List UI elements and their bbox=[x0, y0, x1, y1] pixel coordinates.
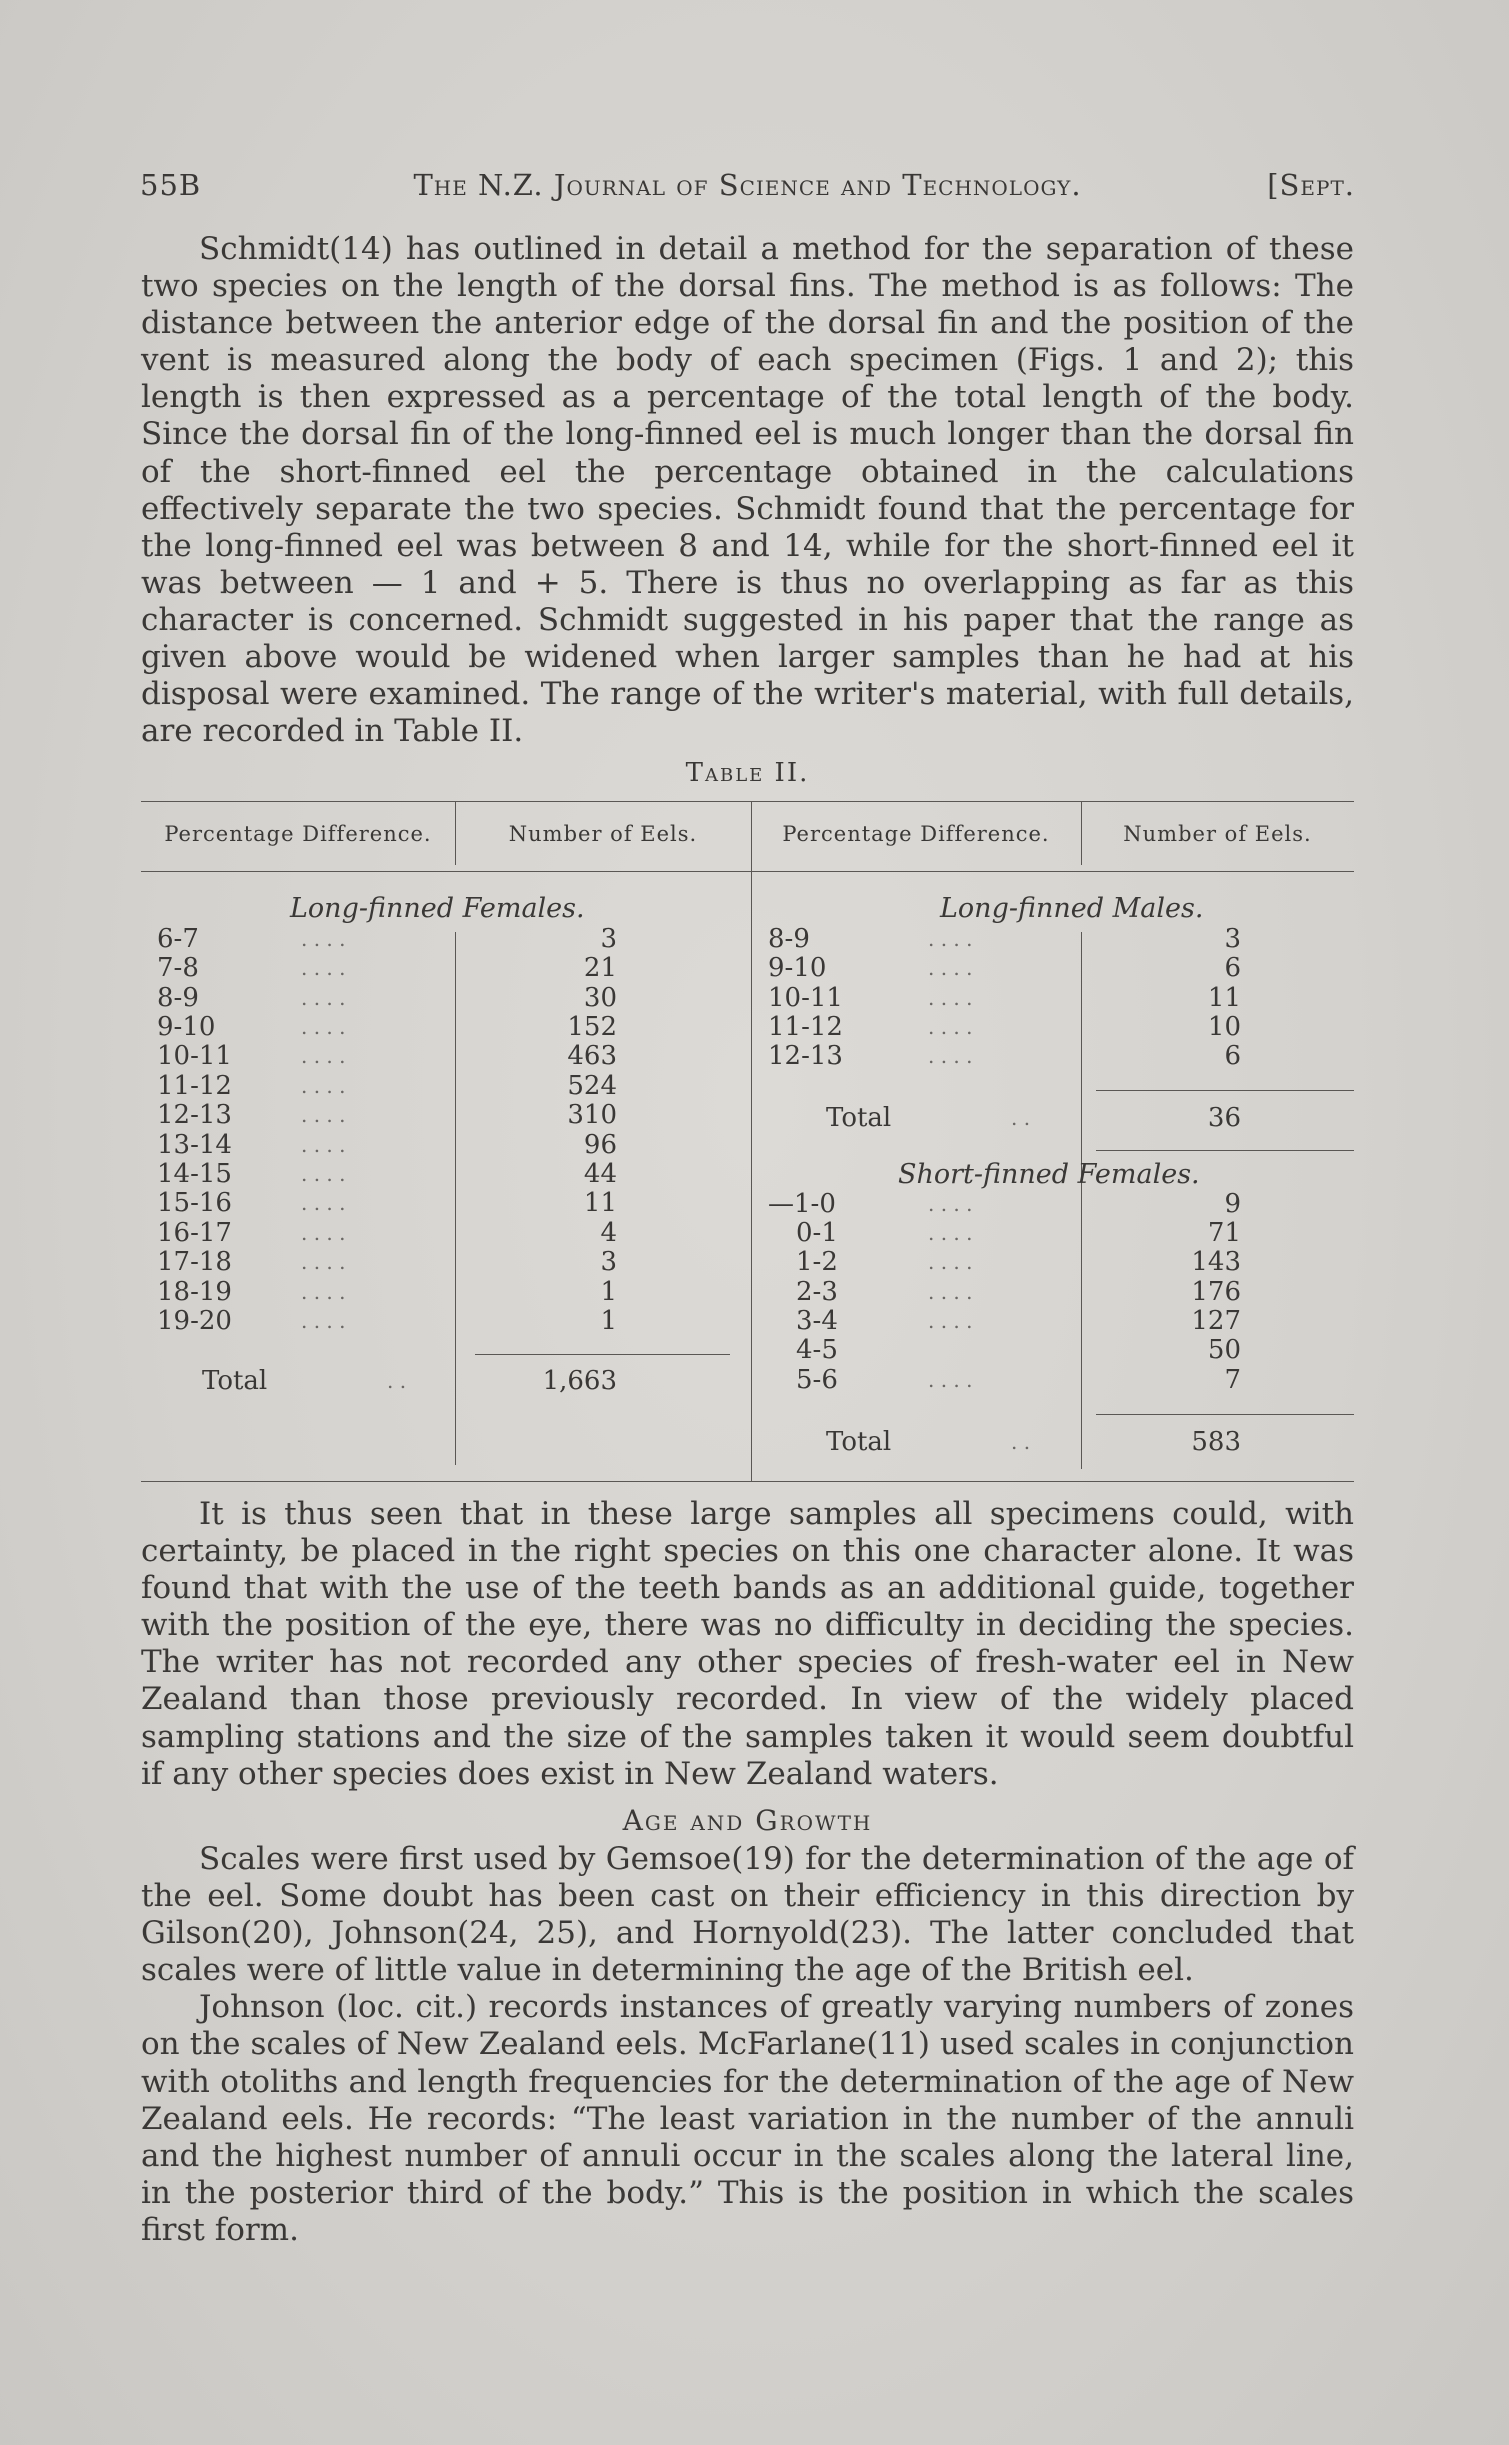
header-left-number: Number of Eels. bbox=[508, 822, 698, 846]
header-right-percentage: Percentage Difference. bbox=[782, 822, 1050, 846]
table-row: 10-11 . . . . 463 bbox=[157, 1041, 617, 1071]
table-row: 16-17 . . . . 4 bbox=[157, 1218, 617, 1248]
table-row: 6-7 . . . . 3 bbox=[157, 924, 617, 954]
table-row: 15-16 . . . . 11 bbox=[157, 1188, 617, 1218]
table-row: 11-12 . . . . 524 bbox=[157, 1071, 617, 1101]
table-row: 7-8 . . . . 21 bbox=[157, 953, 617, 983]
table-row: 5-6 . . . . 7 bbox=[796, 1365, 1241, 1395]
table-row: 14-15 . . . . 44 bbox=[157, 1159, 617, 1189]
subhead-long-finned-males: Long-finned Males. bbox=[940, 893, 1204, 924]
page-number: 55B bbox=[140, 168, 202, 202]
short-total-rule bbox=[1096, 1414, 1354, 1415]
table-row: 8-9 . . . . 30 bbox=[157, 983, 617, 1013]
table-row: 19-20 . . . . 1 bbox=[157, 1306, 617, 1336]
males-total-rule bbox=[1096, 1090, 1354, 1091]
table-row: 12-13 . . . . 310 bbox=[157, 1100, 617, 1130]
table-row: —1-0 . . . . 9 bbox=[768, 1189, 1241, 1219]
subhead-long-finned-females: Long-finned Females. bbox=[290, 893, 585, 924]
table-row: 12-13 . . . . 6 bbox=[768, 1041, 1241, 1071]
section-title-age-growth: Age and Growth bbox=[622, 1804, 873, 1837]
table-header-rule bbox=[141, 871, 1354, 872]
age-paragraphs bbox=[141, 1841, 1354, 2249]
males-total-row: Total . . 36 bbox=[826, 1103, 1241, 1133]
intro-paragraph bbox=[141, 231, 1354, 750]
table-row: 8-9 . . . . 3 bbox=[768, 924, 1241, 954]
age-paragraph-2: Johnson (loc. cit.) records instances of greatly varying numbers of zones on the scales of New Zealand eels. McFarlane(11) used scales in conjunction with otoliths and length frequencies for the determination of the age of New Zealand eels. He records: “The least variation in the number of the annuli and the highest number of annuli occur in the scales along the lateral line, in the posterior third of the body.” This is the position in which the scales first form. bbox=[141, 1989, 1354, 2248]
table-row: 10-11 . . . . 11 bbox=[768, 983, 1241, 1013]
issue-month: [Sept. bbox=[1267, 168, 1355, 202]
table-row: 4-5 50 bbox=[796, 1335, 1241, 1365]
table-row: 3-4 . . . . 127 bbox=[796, 1306, 1241, 1336]
header-left-percentage: Percentage Difference. bbox=[164, 822, 432, 846]
header-right-number: Number of Eels. bbox=[1123, 822, 1312, 846]
table-center-divider bbox=[751, 802, 752, 1481]
journal-title: The N.Z. Journal of Science and Technology. bbox=[413, 168, 1082, 202]
subhead-short-finned-females: Short-finned Females. bbox=[898, 1159, 1200, 1190]
table-row: 0-1 . . . . 71 bbox=[796, 1218, 1241, 1248]
after-table-paragraph-text: It is thus seen that in these large samples all specimens could, with certainty, be placed in the right species on this one character alone. It was found that with the use of the teeth bands as an additional guide, together with the position of the eye, there was no difficulty in deciding the species. The writer has not recorded any other species of fresh-water eel in New Zealand than those previously recorded. In view of the widely placed sampling stations and the size of the samples taken it would seem doubtful if any other species does exist in New Zealand waters. bbox=[141, 1496, 1354, 1792]
table-row: 9-10 . . . . 6 bbox=[768, 953, 1241, 983]
short-total-row: Total . . 583 bbox=[826, 1427, 1241, 1457]
table-row: 2-3 . . . . 176 bbox=[796, 1277, 1241, 1307]
table-row: 18-19 . . . . 1 bbox=[157, 1277, 617, 1307]
running-header bbox=[140, 168, 1355, 208]
table-bottom-rule bbox=[141, 1481, 1354, 1482]
age-paragraph-1: Scales were first used by Gemsoe(19) for the determination of the age of the eel. Some doubt has been cast on their efficiency in this direction by Gilson(20), Johnson(24, 25), and Hornyold(23). The latter concluded that scales were of little value in determining the age of the British eel. bbox=[141, 1841, 1354, 1989]
table-top-rule bbox=[141, 801, 1354, 802]
table-title: Table II. bbox=[685, 758, 810, 788]
table-row: 13-14 . . . . 96 bbox=[157, 1130, 617, 1160]
table-row: 1-2 . . . . 143 bbox=[796, 1247, 1241, 1277]
table-row: 9-10 . . . . 152 bbox=[157, 1012, 617, 1042]
left-total-rule bbox=[475, 1354, 730, 1355]
table-row: 11-12 . . . . 10 bbox=[768, 1012, 1241, 1042]
after-table-paragraph bbox=[141, 1496, 1354, 1793]
intro-paragraph-text: Schmidt(14) has outlined in detail a method for the separation of these two species on the length of the dorsal fins. The method is as follows: The distance between the anterior edge of the dorsal fin and the position of the vent is measured along the body of each specimen (Figs. 1 and 2); this length is then expressed as a percentage of the total length of the body. Since the dorsal fin of the long-finned eel is much longer than the dorsal fin of the short-finned eel the percentage obtained in the calculations effectively separate the two species. Schmidt found that the percentage for the long-finned eel was between 8 and 14, while for the short-finned eel it was between — 1 and + 5. There is thus no overlapping as far as this character is concerned. Schmidt suggested in his paper that the range as given above would be widened when larger samples than he had at his disposal were examined. The range of the writer's material, with full details, are recorded in Table II. bbox=[141, 231, 1354, 750]
left-total-row: Total . . 1,663 bbox=[202, 1366, 617, 1396]
table-row: 17-18 . . . . 3 bbox=[157, 1247, 617, 1277]
males-total-underline bbox=[1096, 1150, 1354, 1151]
